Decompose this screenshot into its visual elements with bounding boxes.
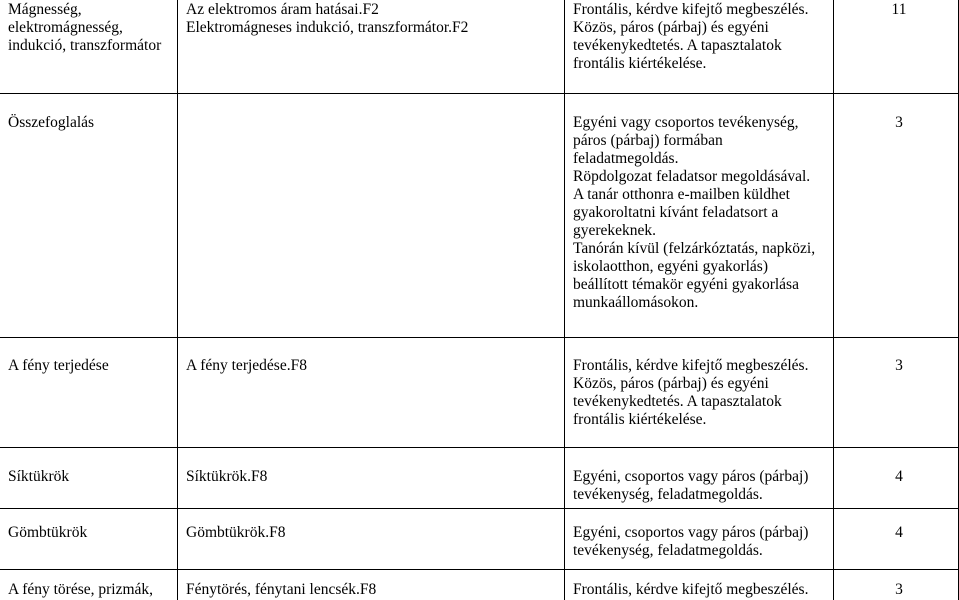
column-divider: [177, 0, 178, 600]
row-divider: [0, 569, 959, 570]
row-divider: [0, 93, 959, 94]
table-row-method: Egyéni, csoportos vagy páros (párbaj) tevékenység, feladatmegoldás.: [573, 468, 809, 503]
row-divider: [0, 337, 959, 338]
table-row-method: Frontális, kérdve kifejtő megbeszélés. Közös, páros (párbaj) és egyéni tevékenykedtetés. A tapasztalatok frontális kiértékelése.: [573, 357, 809, 428]
column-divider: [564, 0, 565, 600]
table-row-hours: 3: [895, 581, 903, 598]
table-row-method: Frontális, kérdve kifejtő megbeszélés. Közös, páros (párbaj) és egyéni tevékenykedtetés. A tapasztalatok frontális kiértékelése.: [573, 1, 809, 72]
table-row-content: Az elektromos áram hatásai.F2 Elektromágneses indukció, transzformátor.F2: [186, 1, 469, 36]
table-row-hours: 4: [895, 524, 903, 541]
table-row-topic: Gömbtükrök: [8, 524, 88, 541]
table-row-topic: Mágnesség, elektromágnesség, indukció, transzformátor: [8, 1, 162, 54]
table-row-content: Síktükrök.F8: [186, 468, 268, 485]
table-row-hours: 11: [891, 1, 907, 18]
table-row-topic: Összefoglalás: [8, 114, 95, 131]
table-row-method: Egyéni, csoportos vagy páros (párbaj) tevékenység, feladatmegoldás.: [573, 524, 809, 559]
table-row-method: Frontális, kérdve kifejtő megbeszélés.: [573, 581, 809, 598]
table-row-content: Gömbtükrök.F8: [186, 524, 286, 541]
column-divider: [833, 0, 834, 600]
row-divider: [0, 447, 959, 448]
row-divider: [0, 508, 959, 509]
table-row-content: Fénytörés, fénytani lencsék.F8: [186, 581, 377, 598]
table-row-hours: 3: [895, 357, 903, 374]
table-row-hours: 4: [895, 468, 903, 485]
table-row-method: Egyéni vagy csoportos tevékenység, páros (párbaj) formában feladatmegoldás. Röpdolgozat feladatsor megoldásával. A tanár otthonra e-mailben küldhet gyakoroltatni kívánt feladatsort a gyerekeknek. Tanórán kívül (felzárkóztatás, napközi, iskolaotthon, egyéni gyakorlás) beállított témakör egyéni gyakorlása munkaállomásokon.: [573, 114, 816, 311]
table-row-content: A fény terjedése.F8: [186, 357, 307, 374]
table-row-topic: A fény törése, prizmák,: [8, 581, 154, 598]
table-row-topic: Síktükrök: [8, 468, 70, 485]
table-row-hours: 3: [895, 114, 903, 131]
table-row-topic: A fény terjedése: [8, 357, 109, 374]
